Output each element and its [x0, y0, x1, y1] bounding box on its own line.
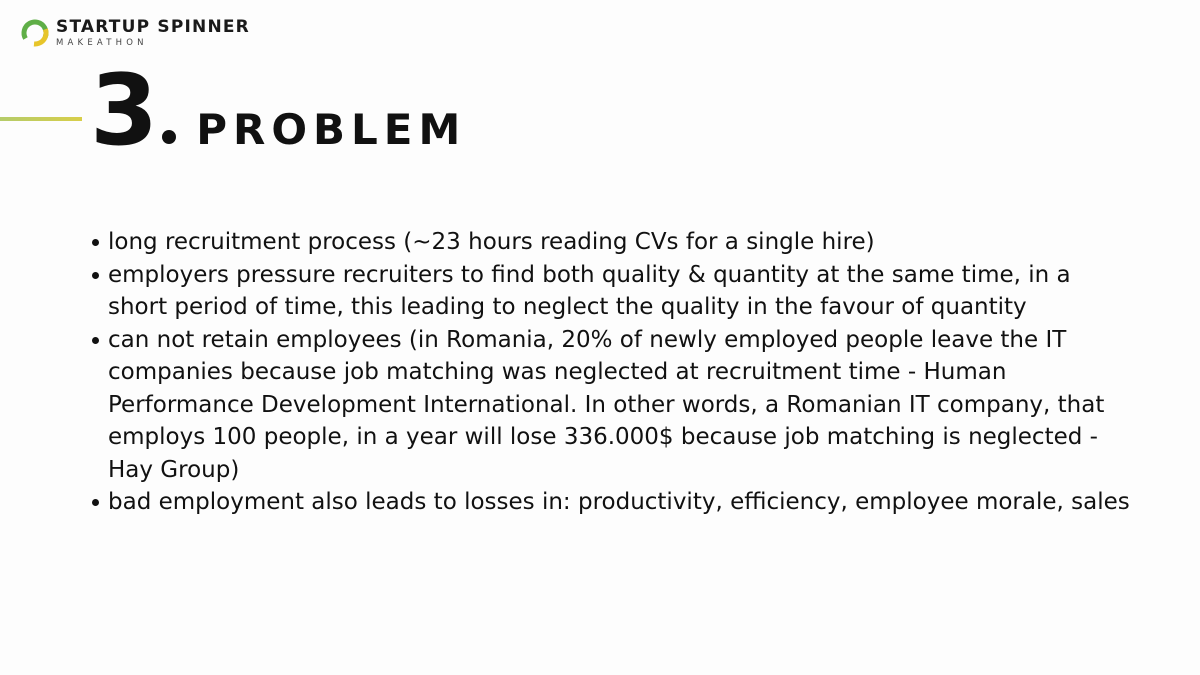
bullet-item	[92, 324, 1132, 487]
brand-wordmark	[56, 16, 250, 48]
accent-line	[0, 117, 82, 121]
bullet-item	[92, 486, 1132, 519]
bullet-dot-icon	[92, 499, 99, 506]
bullet-text: bad employment also leads to losses in: productivity, efficiency, employee morale, sales	[108, 489, 1130, 515]
section-number: 3	[90, 54, 159, 168]
slide-heading	[90, 54, 467, 168]
brand-logo	[20, 18, 250, 48]
bullet-item	[92, 226, 1132, 259]
bullet-dot-icon	[92, 337, 99, 344]
bullet-dot-icon	[92, 239, 99, 246]
section-title: PROBLEM	[196, 105, 467, 154]
bullet-text: can not retain employees (in Romania, 20% of newly employed people leave the IT companies because job matching was neglected at recruitment time - Human Performance Development International. In other words, a Romanian IT company, that employs 100 people, in a year will lose 336.000$ because job matching is neglected - Hay Group)	[108, 326, 1105, 483]
bullet-text: long recruitment process (~23 hours reading CVs for a single hire)	[108, 229, 875, 255]
section-number-dot	[162, 130, 176, 144]
brand-subtitle: MAKEATHON	[56, 37, 148, 48]
bullet-text: employers pressure recruiters to find both quality & quantity at the same time, in a short period of time, this leading to neglect the quality in the favour of quantity	[108, 261, 1071, 320]
brand-name: STARTUP SPINNER	[56, 16, 250, 37]
spinner-logo-icon	[20, 18, 50, 48]
bullet-item	[92, 259, 1132, 324]
bullet-dot-icon	[92, 272, 99, 279]
problem-bullet-list	[92, 226, 1132, 519]
